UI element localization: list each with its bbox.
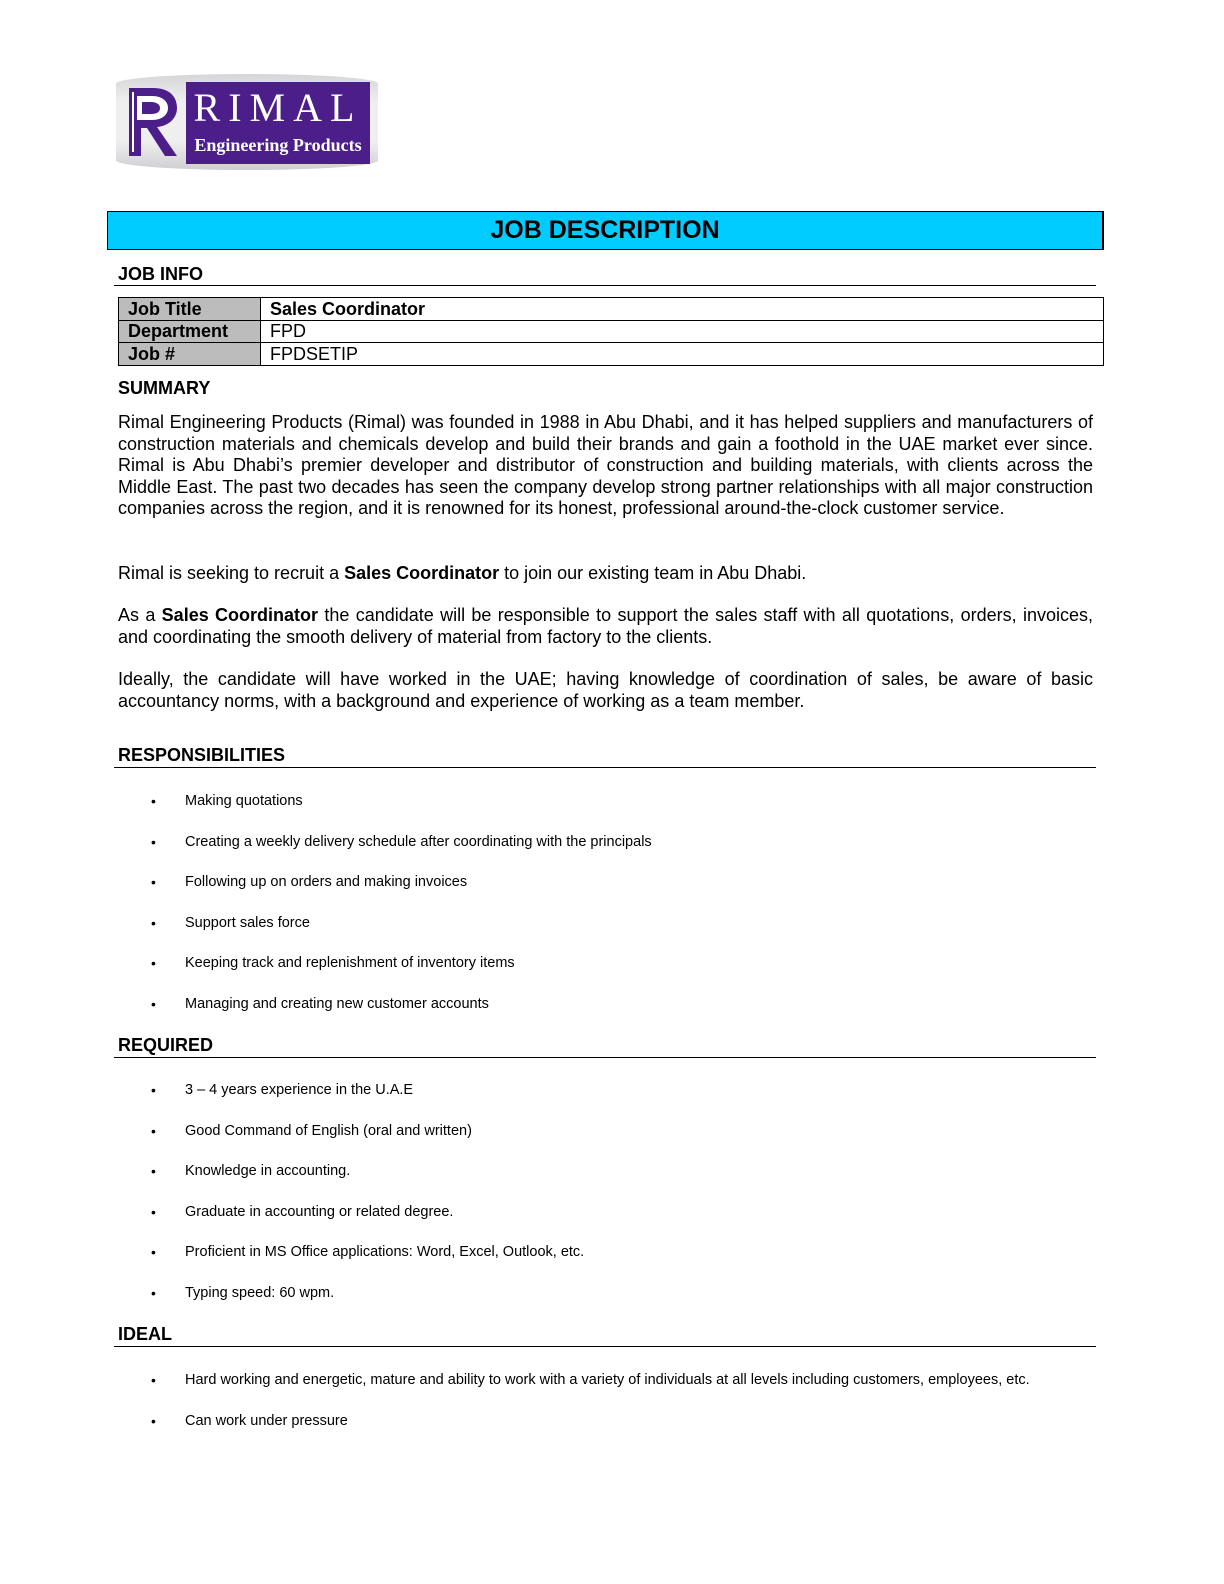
list-item-text: Typing speed: 60 wpm. [185,1284,335,1301]
required-list [118,1080,584,1323]
department-label: Department [119,320,261,343]
table-row [119,298,1104,321]
job-title-label: Job Title [119,298,261,321]
job-number-label: Job # [119,343,261,366]
p3-text-start: As a [118,605,162,625]
job-info-heading: JOB INFO [118,264,204,284]
bullet-icon: • [151,1244,156,1260]
list-item-text: Proficient in MS Office applications: Word, Excel, Outlook, etc. [185,1244,585,1260]
job-number-value: FPDSETIP [261,343,1104,366]
list-item [118,1411,1030,1452]
job-title-value: Sales Coordinator [261,298,1104,321]
list-item-text: Graduate in accounting or related degree. [185,1203,454,1220]
required-rule [114,1057,1096,1058]
list-item-text: Good Command of English (oral and written) [185,1122,472,1139]
bullet-icon: • [151,955,156,971]
list-item [118,1121,584,1162]
list-item [118,1202,584,1243]
list-item-text: 3 – 4 years experience in the U.A.E [185,1082,414,1098]
list-item-text: Can work under pressure [185,1412,348,1429]
p3-role-name: Sales Coordinator [161,605,319,625]
logo-word: RIMAL [193,85,363,130]
ideal-rule [114,1346,1096,1347]
list-item-text: Hard working and energetic, mature and ability to work with a variety of individuals at all levels including customers, employees, etc. [185,1372,1030,1388]
list-item [118,1242,584,1283]
list-item [118,1370,1030,1411]
summary-paragraph-1: Rimal Engineering Products (Rimal) was founded in 1988 in Abu Dhabi, and it has helped suppliers and manufacturers of construction materials and chemicals develop and build their brands and gain a foothold in the UAE market ever since. Rimal is Abu Dhabi’s premier developer and distributor of construction and building materials, with clients across the Middle East. The past two decades has seen the company develop strong partner relationships with all major construction companies across the region, and it is renowned for its honest, professional around-the-clock customer service. [118,412,1093,518]
bullet-icon: • [151,1082,156,1098]
page-title: JOB DESCRIPTION [490,216,720,244]
list-item [118,1080,584,1121]
responsibilities-heading: RESPONSIBILITIES [118,745,286,765]
bullet-icon: • [151,1372,156,1388]
bullet-icon: • [151,1284,156,1301]
list-item [118,872,652,913]
summary-paragraph-4: Ideally, the candidate will have worked in the UAE; having knowledge of coordination of sales, be aware of basic accountancy norms, with a background and experience of working as a team member. [118,669,1093,711]
bullet-icon: • [151,1203,156,1220]
bullet-icon: • [151,1122,156,1139]
p2-text-end: to join our existing team in Abu Dhabi. [499,563,807,583]
list-item-text: Following up on orders and making invoices [185,874,468,890]
bullet-icon: • [151,874,156,890]
logo-wordmark-box [186,82,370,164]
p3-text-end: the candidate will be responsible to support the sales staff with all quotations, orders, invoices, and coordinating the smooth delivery of material from factory to the clients. [118,605,1093,647]
list-item [118,953,652,994]
bullet-icon: • [151,833,156,850]
summary-paragraph-3 [118,605,1093,648]
summary-paragraph-2 [118,563,1093,585]
list-item [118,1283,584,1324]
list-item [118,791,652,832]
department-value: FPD [261,320,1104,343]
title-bar [107,211,1104,250]
list-item [118,832,652,873]
logo-subtitle: Engineering Products [194,135,362,155]
list-item-text: Support sales force [185,914,310,931]
ideal-heading: IDEAL [118,1324,172,1344]
p2-role-name: Sales Coordinator [344,563,500,583]
summary-heading: SUMMARY [118,378,211,398]
bullet-icon: • [151,793,156,809]
list-item [118,994,652,1035]
job-info-table [118,297,1104,366]
table-row [119,343,1104,366]
list-item [118,913,652,954]
company-logo [116,74,378,170]
bullet-icon: • [151,995,156,1012]
list-item-text: Knowledge in accounting. [185,1163,351,1179]
responsibilities-list [118,791,652,1034]
table-row [119,320,1104,343]
bullet-icon: • [151,1412,156,1429]
job-info-rule [114,285,1096,286]
list-item-text: Making quotations [185,793,303,809]
p2-text-start: Rimal is seeking to recruit a [118,563,345,583]
required-heading: REQUIRED [118,1035,214,1055]
list-item [118,1161,584,1202]
bullet-icon: • [151,914,156,931]
responsibilities-rule [114,767,1096,768]
list-item-text: Keeping track and replenishment of inventory items [185,955,515,971]
list-item-text: Managing and creating new customer accounts [185,995,489,1012]
bullet-icon: • [151,1163,156,1179]
ideal-list [118,1370,1030,1451]
logo-r-mark-icon [123,84,181,160]
list-item-text: Creating a weekly delivery schedule after coordinating with the principals [185,833,652,850]
